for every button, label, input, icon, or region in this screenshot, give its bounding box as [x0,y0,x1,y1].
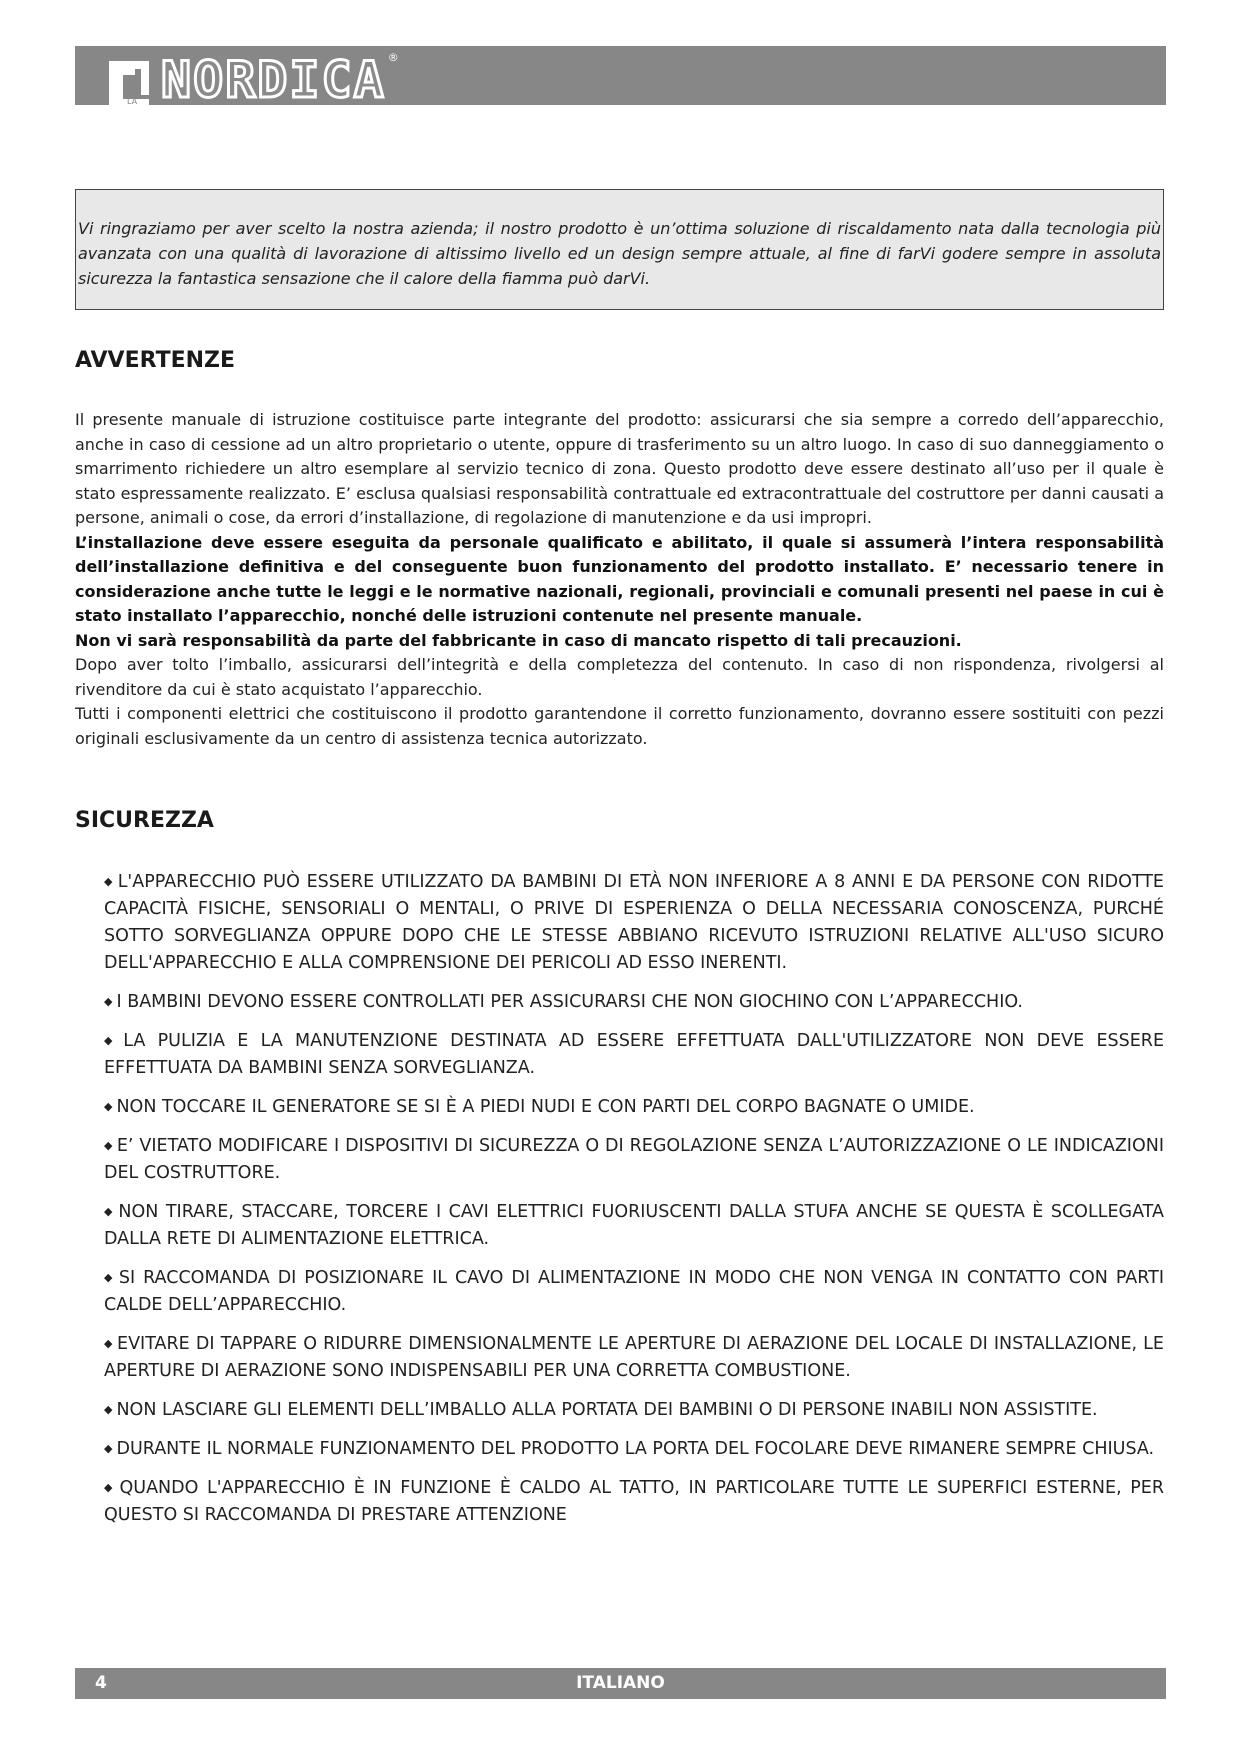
list-item [104,1264,1164,1319]
list-item-text: NON LASCIARE GLI ELEMENTI DELL’IMBALLO ALLA PORTATA DEI BAMBINI O DI PERSONE INABILI NON ASSISTITE. [116,1400,1098,1420]
diamond-bullet-icon: ◆ [104,1337,114,1350]
avvertenze-paragraph-3: Tutti i componenti elettrici che costituiscono il prodotto garantendone il corretto funzionamento, dovranno essere sostituiti con pezzi originali esclusivamente da un centro di assistenza tecnica autorizzato. [75,704,1164,748]
diamond-bullet-icon: ◆ [104,1034,120,1047]
page-number: 4 [95,1673,107,1693]
list-item [104,1474,1164,1529]
diamond-bullet-icon: ◆ [104,1139,113,1152]
avvertenze-paragraph-2: Dopo aver tolto l’imballo, assicurarsi dell’integrità e della completezza del contenuto. In caso di non rispondenza, rivolgersi al rivenditore da cui è stato acquistato l’apparecchio. [75,655,1164,699]
list-item-text: QUANDO L'APPARECCHIO È IN FUNZIONE È CALDO AL TATTO, IN PARTICOLARE TUTTE LE SUPERFICI ESTERNE, PER QUESTO SI RACCOMANDA DI PRESTARE ATTENZIONE [104,1478,1164,1525]
header-bar [75,46,1166,109]
section-title-avvertenze: AVVERTENZE [75,348,235,373]
list-item [104,1027,1164,1082]
list-item [104,1093,1164,1121]
brand-small-text: LA [127,97,138,105]
list-item-text: DURANTE IL NORMALE FUNZIONAMENTO DEL PRODOTTO LA PORTA DEL FOCOLARE DEVE RIMANERE SEMPRE CHIUSA. [116,1439,1155,1459]
diamond-bullet-icon: ◆ [104,875,114,888]
brand-logo [105,49,399,109]
list-item [104,1198,1164,1253]
list-item-text: L'APPARECCHIO PUÒ ESSERE UTILIZZATO DA BAMBINI DI ETÀ NON INFERIORE A 8 ANNI E DA PERSONE CON RIDOTTE CAPACITÀ FISICHE, SENSORIALI O MENTALI, O PRIVE DI ESPERIENZA O DELLA NECESSARIA CONOSCENZA, PURCHÉ SOTTO SORVEGLIANZA OPPURE DOPO CHE LE STESSE ABBIANO RICEVUTO ISTRUZIONI RELATIVE ALL'USO SICURO DELL'APPARECCHIO E ALLA COMPRENSIONE DEI PERICOLI AD ESSO INERENTI. [104,872,1164,973]
list-item [104,868,1164,977]
list-item-text: NON TOCCARE IL GENERATORE SE SI È A PIEDI NUDI E CON PARTI DEL CORPO BAGNATE O UMIDE. [116,1097,975,1117]
list-item [104,988,1164,1016]
list-item-text: SI RACCOMANDA DI POSIZIONARE IL CAVO DI ALIMENTAZIONE IN MODO CHE NON VENGA IN CONTATTO CON PARTI CALDE DELL’APPARECCHIO. [104,1268,1164,1315]
la-nordica-logo-icon [105,55,153,105]
diamond-bullet-icon: ◆ [104,995,113,1008]
section-title-sicurezza: SICUREZZA [75,808,214,833]
diamond-bullet-icon: ◆ [104,1403,113,1416]
list-item [104,1396,1164,1424]
list-item-text: NON TIRARE, STACCARE, TORCERE I CAVI ELETTRICI FUORIUSCENTI DALLA STUFA ANCHE SE QUESTA È SCOLLEGATA DALLA RETE DI ALIMENTAZIONE ELETTRICA. [104,1202,1164,1249]
avvertenze-paragraph-1: Il presente manuale di istruzione costituisce parte integrante del prodotto: assicurarsi che sia sempre a corredo dell’apparecchio, anche in caso di cessione ad un altro proprietario o utente, oppure di trasferimento su un altro luogo. In caso di suo danneggiamento o smarrimento richiedere un altro esemplare al servizio tecnico di zona. Questo prodotto deve essere destinato all’uso per il quale è stato espressamente realizzato. E’ esclusa qualsiasi responsabilità contrattuale ed extracontrattuale del costruttore per danni causati a persone, animali o cose, da errori d’installazione, di regolazione di manutenzione e da usi impropri. [75,410,1164,527]
list-item-text: E’ VIETATO MODIFICARE I DISPOSITIVI DI SICUREZZA O DI REGOLAZIONE SENZA L’AUTORIZZAZIONE O LE INDICAZIONI DEL COSTRUTTORE. [104,1136,1164,1183]
diamond-bullet-icon: ◆ [104,1481,116,1494]
diamond-bullet-icon: ◆ [104,1100,113,1113]
diamond-bullet-icon: ◆ [104,1442,113,1455]
avvertenze-bold-1: L’installazione deve essere eseguita da personale qualificato e abilitato, il quale si assumerà l’intera responsabilità dell’installazione definitiva e del conseguente buon funzionamento del prodotto installato. E’ necessario tenere in considerazione anche tutte le leggi e le normative nazionali, regionali, provinciali e comunali presenti nel paese in cui è stato installato l’apparecchio, nonché delle istruzioni contenute nel presente manuale. [75,532,1164,625]
brand-wordmark: NORDICA [161,51,386,109]
list-item [104,1132,1164,1187]
registered-mark: ® [387,51,399,64]
list-item-text: EVITARE DI TAPPARE O RIDURRE DIMENSIONALMENTE LE APERTURE DI AERAZIONE DEL LOCALE DI INSTALLAZIONE, LE APERTURE DI AERAZIONE SONO INDISPENSABILI PER UNA CORRETTA COMBUSTIONE. [104,1334,1164,1381]
list-item [104,1435,1164,1463]
intro-box [75,189,1164,310]
list-item-text: LA PULIZIA E LA MANUTENZIONE DESTINATA AD ESSERE EFFETTUATA DALL'UTILIZZATORE NON DEVE ESSERE EFFETTUATA DA BAMBINI SENZA SORVEGLIANZA. [104,1031,1165,1078]
language-label: ITALIANO [576,1673,665,1693]
intro-text: Vi ringraziamo per aver scelto la nostra azienda; il nostro prodotto è un’ottima soluzione di riscaldamento nata dalla tecnologia più avanzata con una qualità di lavorazione di altissimo livello ed un design sempre attuale, al fine di farVi godere sempre in assoluta sicurezza la fantastica sensazione che il calore della fiamma può darVi. [78,219,1161,288]
list-item [104,1330,1164,1385]
avvertenze-body [75,408,1164,751]
footer-bar [75,1668,1166,1699]
diamond-bullet-icon: ◆ [104,1271,115,1284]
list-item-text: I BAMBINI DEVONO ESSERE CONTROLLATI PER ASSICURARSI CHE NON GIOCHINO CON L’APPARECCHIO. [116,992,1023,1012]
sicurezza-list [104,868,1164,1540]
avvertenze-bold-2: Non vi sarà responsabilità da parte del fabbricante in caso di mancato rispetto di tali precauzioni. [75,630,962,650]
diamond-bullet-icon: ◆ [104,1205,115,1218]
